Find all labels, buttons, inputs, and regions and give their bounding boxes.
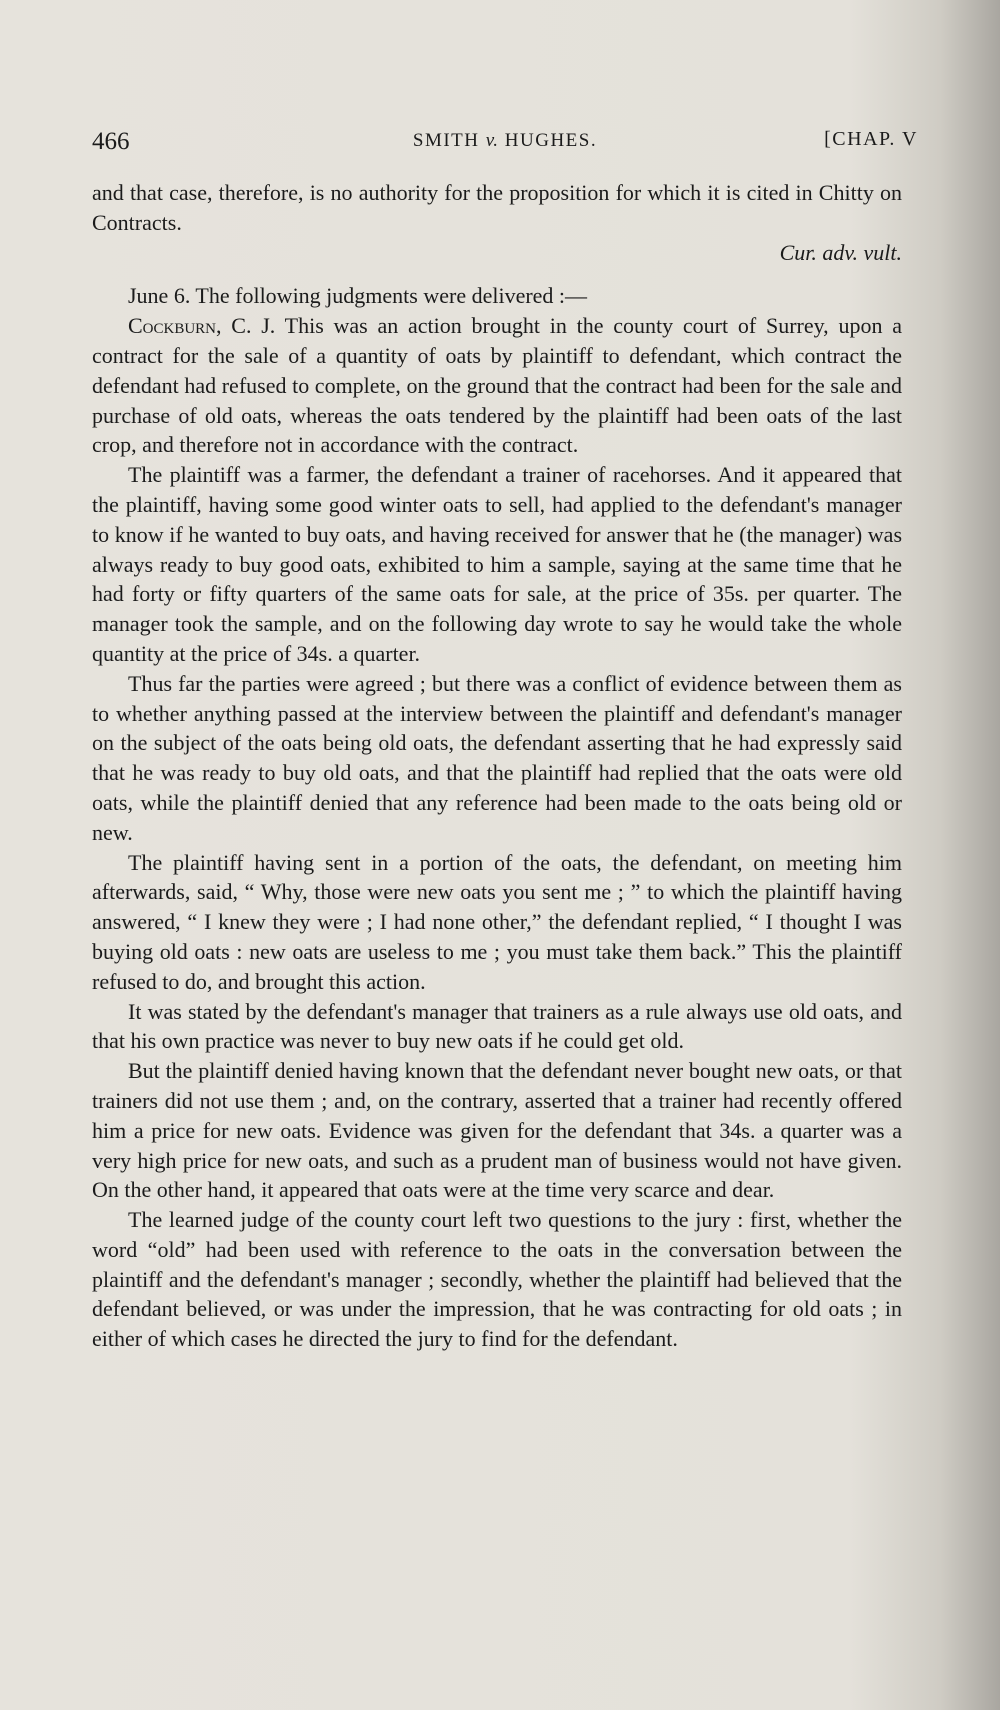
running-title bbox=[92, 130, 918, 152]
paragraph-date: June 6. The following judgments were delivered :— bbox=[128, 283, 588, 309]
running-title-left: SMITH bbox=[412, 130, 480, 151]
running-title-versus: v. bbox=[485, 130, 499, 151]
paragraph-new-oats: The plaintiff having sent in a portion of the oats, the defendant, on meeting him afterwards, said, “ Why, those were new oats you sent me ; ” to which the plaintiff having answered, “ I knew they were ; I had none other,” the defendant replied, “ I thought I was buying old oats : new oats are useless to me ; you must take them back.” This the plaintiff refused to do, and brought this action. bbox=[92, 849, 902, 994]
running-title-right: HUGHES. bbox=[504, 130, 598, 151]
judgment-opening-text: This was an action brought in the county court of Surrey, upon a contract for the sale of a quantity of oats by plaintiff to defendant, which contract the defendant had refused to complete, on the ground that the contract had been for the sale and purchase of old oats, whereas the oats tendered by the plaintiff had been oats of the last crop, and therefore not in accordance with the contract. bbox=[92, 313, 902, 458]
body-text bbox=[92, 178, 902, 1354]
page-number: 466 bbox=[92, 128, 130, 155]
paragraph-jury-questions: The learned judge of the county court left two questions to the jury : first, whether the word “old” had been used with reference to the oats in the conversation between the plaintiff and the defendant's manager ; secondly, whether the plaintiff had believed that the defendant believed, or was under the impression, that he was contracting for old oats ; in either of which cases he directed the jury to find for the defendant. bbox=[92, 1207, 902, 1352]
paragraph-manager-statement: It was stated by the defendant's manager that trainers as a rule always use old oats, and that his own practice was never to buy new oats if he could get old. bbox=[92, 998, 902, 1054]
paragraph-plaintiff-denial: But the plaintiff denied having known that the defendant never bought new oats, or that trainers did not use them ; and, on the contrary, asserted that a trainer had recently offered him a price for new oats. Evidence was given for the defendant that 34s. a quarter was a very high price for new oats, and such as a prudent man of business would not have given. On the other hand, it appeared that oats were at the time very scarce and dear. bbox=[92, 1058, 902, 1203]
chapter-label: [CHAP. V bbox=[824, 128, 918, 150]
paragraph-conflict: Thus far the parties were agreed ; but there was a conflict of evidence between them as to whether anything passed at the interview between the plaintiff and defendant's manager on the subject of the oats being old oats, the defendant asserting that he had expressly said that he was ready to buy old oats, and that the plaintiff had replied that the oats were old oats, while the plaintiff denied that any reference had been made to the oats being old or new. bbox=[92, 670, 902, 845]
page-header bbox=[92, 128, 918, 164]
judge-name: Cockburn, C. J. bbox=[128, 313, 276, 339]
paragraph-facts: The plaintiff was a farmer, the defendant a trainer of racehorses. And it appeared that the plaintiff, having some good winter oats to sell, had applied to the defendant's manager to know if he wanted to buy oats, and having received for answer that he (the manager) was always ready to buy good oats, exhibited to him a sample, saying at the same time that he had forty or fifty quarters of the same oats for sale, at the price of 35s. per quarter. The manager took the sample, and on the following day wrote to say he would take the whole quantity at the price of 34s. a quarter. bbox=[92, 462, 902, 666]
cur-adv-vult: Cur. adv. vult. bbox=[779, 239, 902, 265]
paragraph-continuation: and that case, therefore, is no authority for the proposition for which it is cited in Chitty on Contracts. bbox=[92, 180, 902, 235]
paragraph-judgment-opening bbox=[92, 311, 902, 460]
